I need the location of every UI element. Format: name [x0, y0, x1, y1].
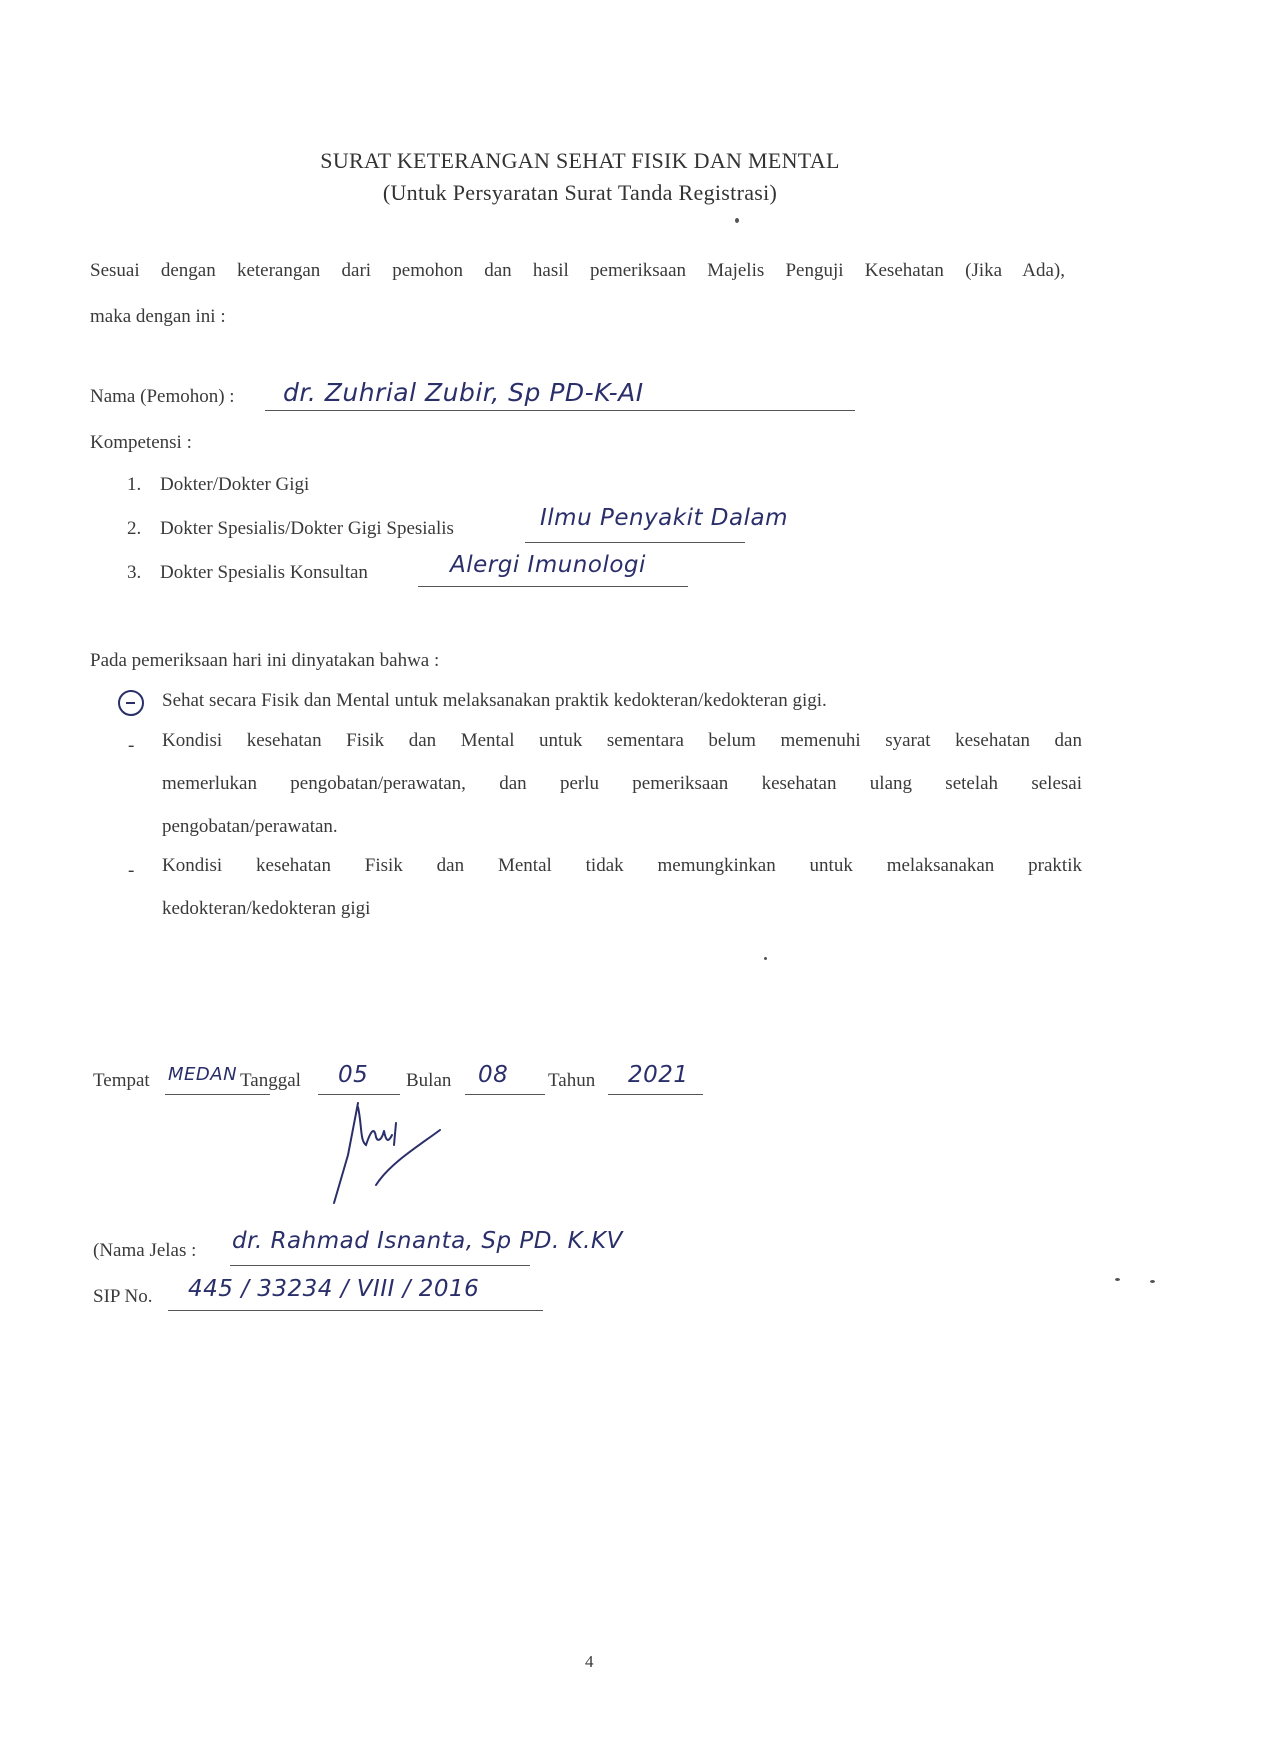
findings-option-2-line-3: pengobatan/perawatan. [162, 816, 338, 837]
doctor-name-value[interactable]: dr. Rahmad Isnanta, Sp PD. K.KV [232, 1228, 623, 1254]
scan-speck [735, 218, 739, 223]
competency-item-1-number: 1. [127, 474, 142, 495]
competency-item-3-line [418, 586, 688, 587]
findings-heading: Pada pemeriksaan hari ini dinyatakan bahwa : [90, 650, 440, 671]
year-value[interactable]: 2021 [628, 1062, 689, 1088]
place-label: Tempat [93, 1070, 150, 1091]
page-number: 4 [585, 1652, 594, 1671]
signature-image [310, 1095, 460, 1210]
intro-line-1: Sesuai dengan keterangan dari pemohon dan hasil pemeriksaan Majelis Penguji Kesehatan (Jika Ada), [90, 260, 1065, 281]
year-line [608, 1094, 703, 1095]
scan-speck [1115, 1278, 1120, 1281]
competency-item-2-label: Dokter Spesialis/Dokter Gigi Spesialis [160, 518, 454, 539]
place-line [165, 1094, 270, 1095]
sip-value[interactable]: 445 / 33234 / VIII / 2016 [188, 1276, 480, 1302]
place-value[interactable]: MEDAN [168, 1064, 238, 1085]
sip-line [168, 1310, 543, 1311]
day-label: Tanggal [240, 1070, 301, 1091]
month-line [465, 1094, 545, 1095]
findings-option-3-line-1: Kondisi kesehatan Fisik dan Mental tidak memungkinkan untuk melaksanakan praktik [162, 855, 1082, 876]
document-subtitle: (Untuk Persyaratan Surat Tanda Registrasi) [382, 180, 778, 205]
competency-item-3-label: Dokter Spesialis Konsultan [160, 562, 368, 583]
scan-speck [764, 957, 767, 960]
competency-item-1-label: Dokter/Dokter Gigi [160, 474, 310, 495]
findings-option-3-line-2: kedokteran/kedokteran gigi [162, 898, 371, 919]
applicant-name-label: Nama (Pemohon) : [90, 386, 235, 407]
findings-option-2-line-1: Kondisi kesehatan Fisik dan Mental untuk sementara belum memenuhi syarat kesehatan dan [162, 730, 1082, 751]
scan-speck [1150, 1280, 1155, 1283]
findings-option-3-dash: - [128, 860, 135, 881]
competency-item-3-number: 3. [127, 562, 142, 583]
competency-item-2-number: 2. [127, 518, 142, 539]
intro-line-2: maka dengan ini : [90, 306, 226, 327]
day-value[interactable]: 05 [338, 1062, 369, 1088]
document-title: SURAT KETERANGAN SEHAT FISIK DAN MENTAL [320, 148, 840, 173]
doctor-name-line [230, 1265, 530, 1266]
applicant-name-line [265, 410, 855, 411]
month-label: Bulan [406, 1070, 452, 1091]
competency-item-3-value[interactable]: Alergi Imunologi [450, 552, 646, 578]
selected-option-circle[interactable] [118, 690, 144, 716]
competency-item-2-line [525, 542, 745, 543]
findings-option-2-dash: - [128, 735, 135, 756]
competency-item-2-value[interactable]: Ilmu Penyakit Dalam [540, 505, 789, 531]
sip-label: SIP No. [93, 1286, 153, 1307]
doctor-name-label: (Nama Jelas : [93, 1240, 197, 1261]
findings-option-2-line-2: memerlukan pengobatan/perawatan, dan perlu pemeriksaan kesehatan ulang setelah selesai [162, 773, 1082, 794]
findings-option-1: Sehat secara Fisik dan Mental untuk melaksanakan praktik kedokteran/kedokteran gigi. [162, 690, 827, 711]
competency-label: Kompetensi : [90, 432, 192, 453]
month-value[interactable]: 08 [478, 1062, 509, 1088]
year-label: Tahun [548, 1070, 596, 1091]
applicant-name-value[interactable]: dr. Zuhrial Zubir, Sp PD-K-AI [283, 378, 644, 407]
